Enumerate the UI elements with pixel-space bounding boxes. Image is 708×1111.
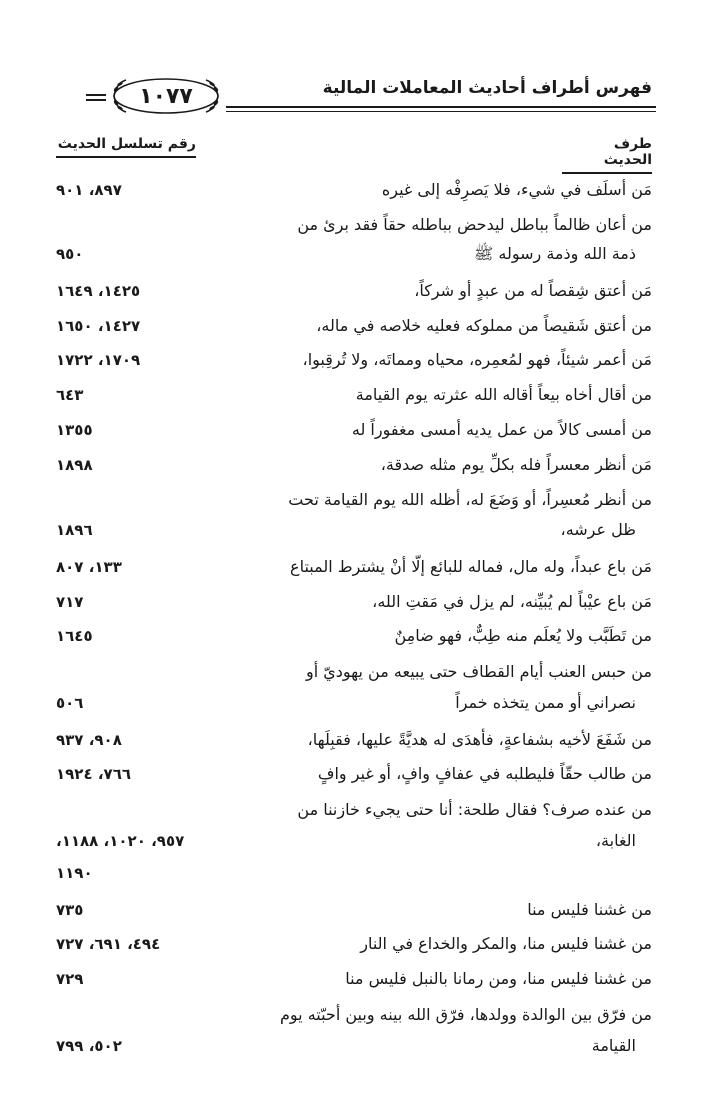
hadith-text: من شَفَعَ لأخيه بشفاعةٍ، فأهدَى له هديَّةً عليها، فقبِلَها، xyxy=(307,730,652,749)
hadith-numbers: ٧١٧ xyxy=(56,593,84,611)
hadith-text-continuation: ظل عرشه، xyxy=(560,520,636,539)
hadith-text-continuation: نصراني أو ممن يتخذه خمراً xyxy=(455,693,636,712)
hadith-numbers: ١٦٤٥ xyxy=(56,627,93,645)
hadith-text: مَن أعمر شيئاً، فهو لمُعمِره، محياه ومماتَه، ولا تُرقِبوا، xyxy=(302,350,652,369)
hadith-numbers: ٧٣٥ xyxy=(56,901,84,919)
hadith-text: من غشنا فليس منا، ومن رمانا بالنبل فليس منا xyxy=(345,969,652,988)
hadith-numbers: ١٣٥٥ xyxy=(56,421,93,439)
hadith-numbers: ٧٦٦، ١٩٢٤ xyxy=(56,765,132,783)
hadith-numbers: ٩٠٨، ٩٣٧ xyxy=(56,731,122,749)
hadith-numbers: ٨٩٧، ٩٠١ xyxy=(56,181,122,199)
hadith-numbers: ١٣٣، ٨٠٧ xyxy=(56,558,122,576)
hadith-numbers: ٥٠٦ xyxy=(56,694,84,712)
hadith-numbers: ٤٩٤، ٦٩١، ٧٢٧ xyxy=(56,935,161,953)
hadith-text: من غشنا فليس منا، والمكر والخداع في النار xyxy=(360,934,652,953)
hadith-text: مَن باع عيْباً لم يُبيِّنه، لم يزل في مَقتِ الله، xyxy=(372,592,652,611)
hadith-text: مَن باع عبداً، وله مال، فماله للبائع إلّا أنْ يشترط المبتاع xyxy=(290,557,652,576)
running-title: فهرس أطراف أحاديث المعاملات المالية xyxy=(322,78,652,98)
hadith-text: من حبس العنب أيام القطاف حتى يبيعه من يهوديّ أو xyxy=(305,662,652,681)
hadith-text: من أعتق شَقيصاً من مملوكه فعليه خلاصه في ماله، xyxy=(316,316,652,335)
hadith-text-continuation: القيامة xyxy=(591,1036,636,1055)
hadith-text: من غشنا فليس منا xyxy=(527,900,652,919)
hadith-text-continuation: الغابة، xyxy=(595,831,636,850)
hadith-text: من تَطَبَّب ولا يُعلَم منه طِبٌّ، فهو ضامِنٌ xyxy=(394,626,652,645)
hadith-numbers: ٥٠٢، ٧٩٩ xyxy=(56,1037,122,1055)
hadith-numbers: ١٧٠٩، ١٧٢٢ xyxy=(56,351,141,369)
hadith-text: من أنظر مُعسِراً، أو وَضَعَ له، أظله الله يوم القيامة تحت xyxy=(288,490,652,509)
hadith-text: مَن أنظر معسراً فله بكلِّ يوم مثله صدقة، xyxy=(380,455,652,474)
hadith-text: من طالب حقّاً فليطلبه في عفافٍ وافٍ، أو غير وافٍ xyxy=(317,764,652,783)
hadith-text-continuation: ذمة الله وذمة رسوله ﷺ xyxy=(474,244,636,263)
hadith-numbers: ٧٢٩ xyxy=(56,970,84,988)
hadith-text: من فرّق بين الوالدة وولدها، فرّق الله بينه وبين أحبّته يوم xyxy=(279,1005,652,1024)
hadith-text: مَن أعتق شِقصاً له من عبدٍ أو شركاً، xyxy=(414,281,652,300)
column-head-hadith: طرف الحديث xyxy=(562,136,652,174)
hadith-text: من عنده صرف؟ فقال طلحة: أنا حتى يجيء خازننا من xyxy=(297,800,652,819)
column-head-numbers: رقم تسلسل الحديث xyxy=(56,136,196,158)
page-number: ١٠٧٧ xyxy=(139,84,193,109)
hadith-numbers: ١٤٢٧، ١٦٥٠ xyxy=(56,317,141,335)
hadith-text: من أقال أخاه بيعاً أقاله الله عثرته يوم القيامة xyxy=(355,385,652,404)
hadith-numbers: ١٤٢٥، ١٦٤٩ xyxy=(56,282,141,300)
hadith-text: مَن أسلَف في شيء، فلا يَصرِفْه إلى غيره xyxy=(381,180,652,199)
hadith-numbers: ١٨٩٨ xyxy=(56,456,93,474)
hadith-numbers: ١٨٩٦ xyxy=(56,521,93,539)
hadith-text: من أمسى كالاً من عمل يديه أمسى مغفوراً له xyxy=(351,420,652,439)
hadith-text: من أعان ظالماً بباطل ليدحض بباطله حقاً فقد برئ من xyxy=(297,215,652,234)
hadith-numbers-continuation: ١١٩٠ xyxy=(56,864,93,882)
hadith-numbers: ٦٤٣ xyxy=(56,386,84,404)
hadith-numbers: ٩٥٧، ١٠٢٠، ١١٨٨، xyxy=(56,832,185,850)
hadith-numbers: ٩٥٠ xyxy=(56,245,84,263)
